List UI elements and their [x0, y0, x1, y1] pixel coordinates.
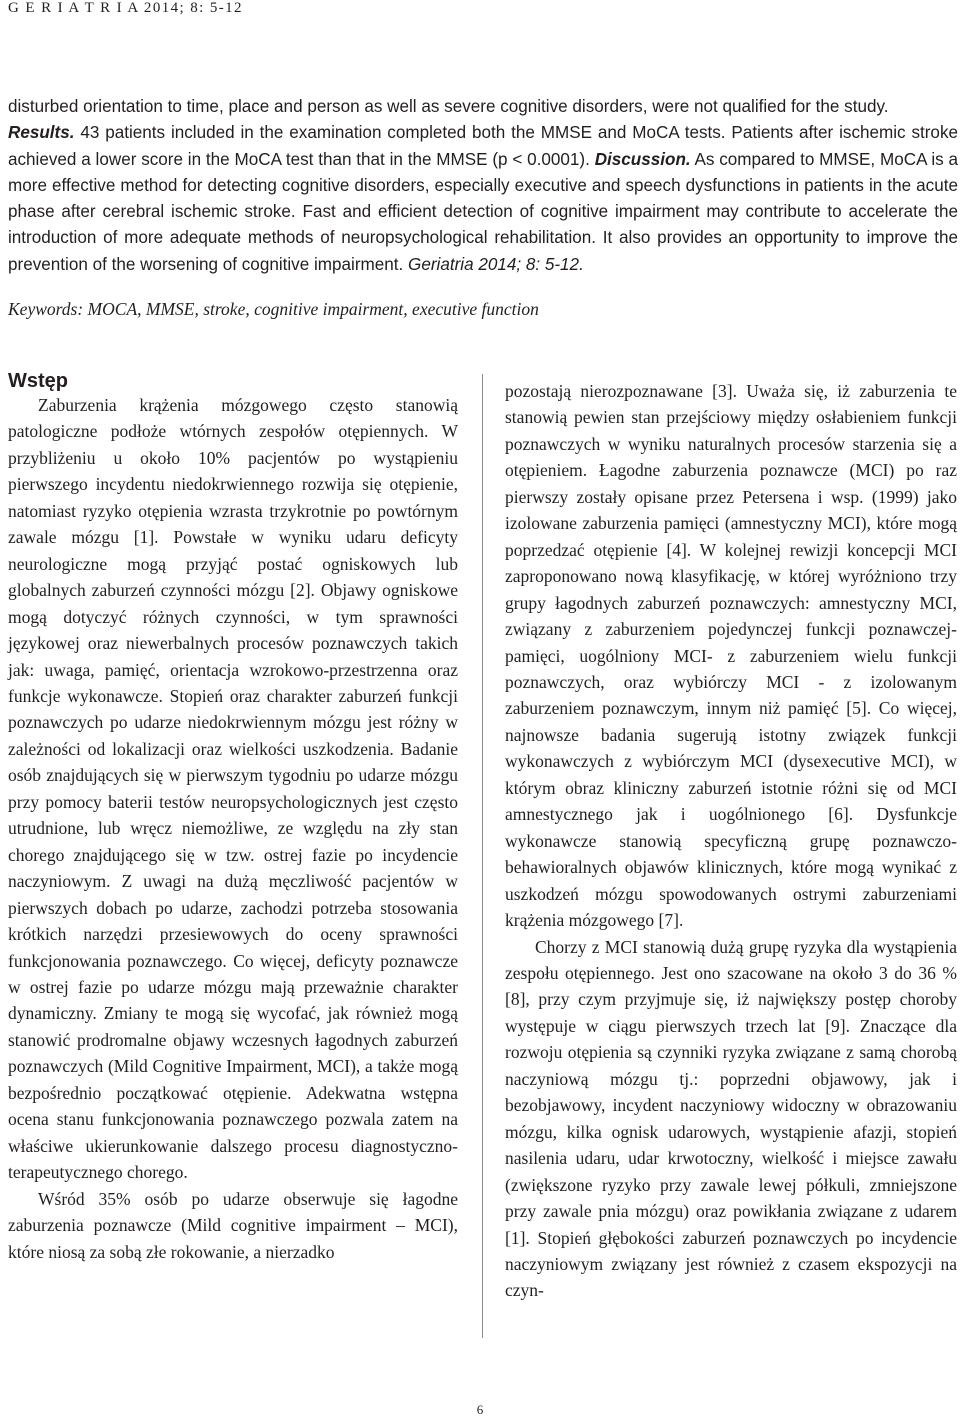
abstract-lead: disturbed orientation to time, place and person as well as severe cognitive disorders, were not qualified for the study.: [8, 97, 889, 116]
page-number: 6: [476, 1402, 484, 1417]
paragraph: Chorzy z MCI stanowią dużą grupę ryzyka dla wystąpienia zespołu otępiennego. Jest ono szacowane na około 3 do 36 % [8], przy czym przyjmuje się, iż największy postęp choroby występuje w ciągu pierwszych trzech lat [9]. Znaczące dla rozwoju otępienia są czynniki ryzyka związane z samą chorobą naczyniową mózgu tj.: poprzedni objawowy, jak i bezobjawowy, incydent naczyniowy widoczny w obrazowaniu mózgu, kilka ognisk udarowych, wystąpienie afazji, stopień nasilenia udaru, udar krwotoczny, wielkość i miejsce zawału (zwiększone ryzyko przy zawale lewej półkuli, zmniejszone przy zawale pnia mózgu) oraz powikłania związane z udarem [1]. Stopień głębokości zaburzeń poznawczych po incydencie naczyniowym związany jest również z czasem ekspozycji na czyn-: [505, 936, 957, 1301]
running-head: G E R I A T R I A 2014; 8: 5-12: [8, 0, 243, 16]
abstract: [8, 94, 958, 278]
section-heading: Wstęp: [8, 370, 68, 392]
results-label: Results.: [8, 123, 75, 143]
discussion-label: Discussion.: [594, 149, 691, 169]
keywords: Keywords: MOCA, MMSE, stroke, cognitive impairment, executive function: [8, 299, 539, 319]
column-divider: [482, 374, 483, 1338]
paragraph: pozostają nierozpoznawane [3]. Uważa się, iż zaburzenia te stanowią pewien stan przejściowy między osłabieniem funkcji poznawczych w wyniku naturalnych procesów starzenia się a otępieniem. Łagodne zaburzenia poznawcze (MCI) po raz pierwszy zostały opisane przez Petersena i wsp. (1999) jako izolowane zaburzenia pamięci (amnestyczny MCI), które mogą poprzedzać otępienie [4]. W kolejnej rewizji koncepcji MCI zaproponowano nową klasyfikację, w której wyróżniono trzy grupy łagodnych zaburzeń poznawczych: amnestyczny MCI, związany z zaburzeniem pojedynczej funkcji poznawczej- pamięci, uogólniony MCI- z zaburzeniem wielu funkcji poznawczych, oraz wybiórczy MCI - z izolowanym zaburzeniem poznawczym, innym niż pamięć [5]. Co więcej, najnowsze badania sugerują istotny związek funkcji wykonawczych z wybiórczym MCI (dysexecutive MCI), w którym obraz kliniczny zaburzeń istotnie różni się od MCI amnestycznego jak i uogólnionego [6]. Dysfunkcje wykonawcze stanowią specyficzną grupę poznawczo-behawioralnych objawów klinicznych, które mogą wynikać z uszkodzeń mózgu spowodowanych ostrymi zaburzeniami krążenia mózgowego [7].: [505, 381, 957, 931]
paragraph: Wśród 35% osób po udarze obserwuje się łagodne zaburzenia poznawcze (Mild cognitive impairment – MCI), które niosą za sobą złe rokowanie, a nierzadko: [8, 1188, 458, 1262]
right-column: [505, 378, 957, 1304]
discussion-text: As compared to MMSE, MoCA is a more effective method for detecting cognitive disorders, especially executive and speech dysfunctions in patients in the acute phase after cerebral ischemic stroke. Fast and efficient detection of cognitive impairment may contribute to accelerate the introduction of more adequate methods of neuropsychological rehabilitation. It also provides an opportunity to improve the prevention of the worsening of cognitive impairment.: [8, 149, 958, 274]
paragraph: Zaburzenia krążenia mózgowego często stanowią patologiczne podłoże wtórnych zespołów otępiennych. W przybliżeniu u około 10% pacjentów po wystąpieniu pierwszego incydentu niedokrwiennego rozwija się otępienie, natomiast ryzyko otępienia wzrasta trzykrotnie po powtórnym zawale mózgu [1]. Powstałe w wyniku udaru deficyty neurologiczne mogą przyjąć postać ogniskowych lub globalnych zaburzeń czynności mózgu [2]. Objawy ogniskowe mogą dotyczyć różnych czynności, w tym sprawności językowej oraz niewerbalnych procesów poznawczych takich jak: uwaga, pamięć, orientacja wzrokowo-przestrzenna oraz funkcje wykonawcze. Stopień oraz charakter zaburzeń funkcji poznawczych po udarze niedokrwiennym mózgu jest różny w zależności od lokalizacji oraz wielkości uszkodzenia. Badanie osób znajdujących się w pierwszym tygodniu po udarze mózgu przy pomocy baterii testów neuropsychologicznych jest często utrudnione, lub wręcz niemożliwe, ze względu na zły stan chorego znajdującego się w tzw. ostrej fazie po incydencie naczyniowym. Z uwagi na dużą męczliwość pacjentów w pierwszych dobach po udarze, zachodzi potrzeba stosowania krótkich narzędzi przesiewowych do oceny sprawności funkcjonowania poznawczego. Co więcej, deficyty poznawcze w ostrej fazie po udarze mózgu mają przeważnie charakter dynamiczny. Zmiany te mogą się wycofać, jak również mogą stanowić prodromalne objawy wczesnych łagodnych zaburzeń poznawczych (Mild Cognitive Impairment, MCI), a także mogą bezpośrednio początkować otępienie. Adekwatna wstępna ocena stanu funkcjonowania poznawczego pozwala zatem na właściwe ukierunkowanie dalszego procesu diagnostyczno-terapeutycznego chorego.: [8, 395, 458, 1183]
results-text: 43 patients included in the examination completed both the MMSE and MoCA tests. Patients after ischemic stroke achieved a lower score in the MoCA test than that in the MMSE (p < 0.0001).: [8, 123, 958, 169]
left-column: [8, 368, 458, 1265]
abstract-text: [8, 94, 958, 278]
abstract-citation: Geriatria 2014; 8: 5-12.: [408, 254, 584, 274]
